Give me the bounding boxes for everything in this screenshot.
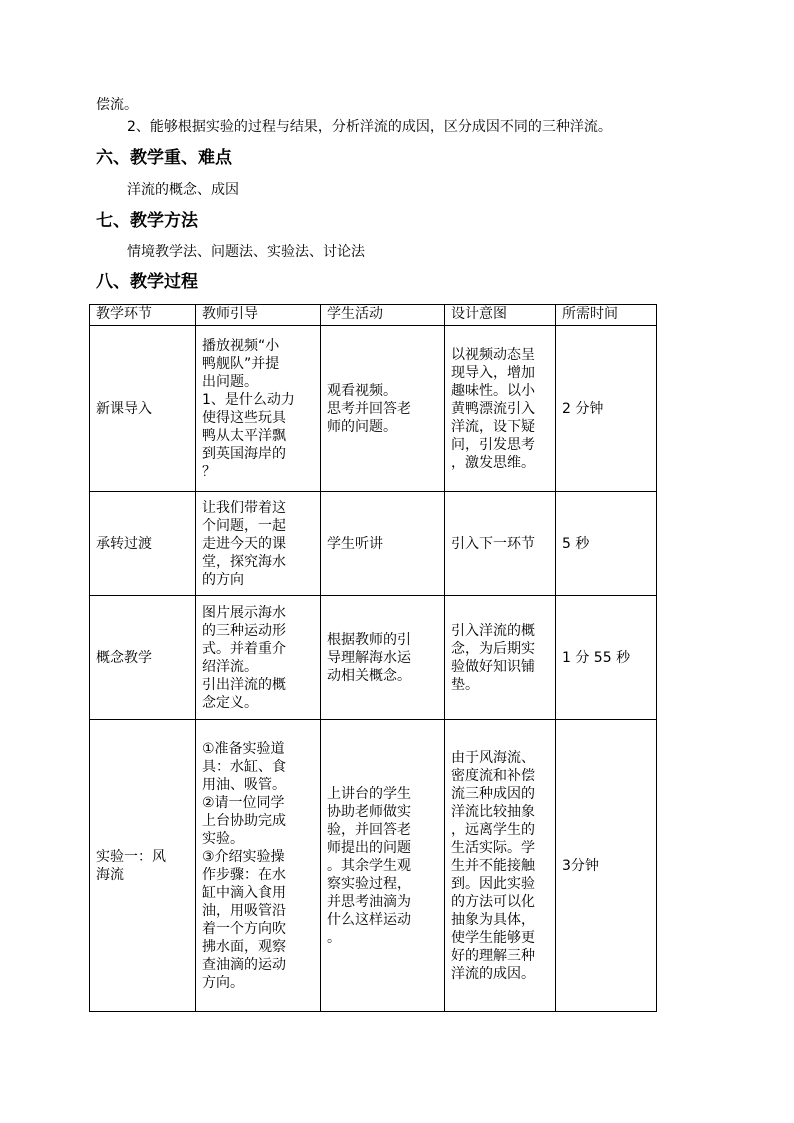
row-student: 学生听讲 (321, 492, 445, 596)
intro-line-2: 2、能够根据实验的过程与结果，分析洋流的成因，区分成因不同的三种洋流。 (127, 119, 612, 135)
header-teacher: 教师引导 (196, 305, 321, 326)
section-heading-process: 八、教学过程 (96, 272, 198, 292)
teaching-process-table (89, 304, 657, 1012)
intro-line-1: 偿流。 (96, 97, 138, 113)
row-time: 3分钟 (556, 720, 657, 1012)
row-stage: 实验一：风 海流 (90, 720, 196, 1012)
row-time: 5 秒 (556, 492, 657, 596)
row-intent: 引入洋流的概 念，为后期实 验做好知识铺 垫。 (445, 596, 556, 720)
header-time: 所需时间 (556, 305, 657, 326)
section-heading-methods: 七、教学方法 (96, 211, 198, 231)
section-text-methods: 情境教学法、问题法、实验法、讨论法 (127, 244, 365, 260)
row-intent: 引入下一环节 (445, 492, 556, 596)
row-intent: 由于风海流、 密度流和补偿 流三种成因的 洋流比较抽象 ，远离学生的 生活实际。学 生并不能接触 到。因此实验 的方法可以化 抽象为具体， 使学生能够更 好的理解三种 洋流的成因。 (445, 720, 556, 1012)
header-student: 学生活动 (321, 305, 445, 326)
row-student: 上讲台的学生 协助老师做实 验，并回答老 师提出的问题 。其余学生观 察实验过程， 并思考油滴为 什么这样运动 。 (321, 720, 445, 1012)
section-heading-key-points: 六、教学重、难点 (96, 148, 232, 168)
row-teacher: 播放视频“小 鸭舰队”并提 出问题。 1、是什么动力 使得这些玩具 鸭从太平洋飘 到英国海岸的 ？ (196, 326, 321, 492)
header-intent: 设计意图 (445, 305, 556, 326)
section-text-key-points: 洋流的概念、成因 (127, 182, 239, 198)
row-time: 2 分钟 (556, 326, 657, 492)
row-student: 观看视频。 思考并回答老 师的问题。 (321, 326, 445, 492)
row-teacher: 让我们带着这 个问题，一起 走进今天的课 堂，探究海水 的方向 (196, 492, 321, 596)
row-student: 根据教师的引 导理解海水运 动相关概念。 (321, 596, 445, 720)
row-intent: 以视频动态呈 现导入，增加 趣味性。以小 黄鸭漂流引入 洋流，设下疑 问，引发思考 ，激发思维。 (445, 326, 556, 492)
row-stage: 概念教学 (90, 596, 196, 720)
row-teacher: ①准备实验道 具：水缸、食 用油、吸管。 ②请一位同学 上台协助完成 实验。 ③介绍实验操 作步骤：在水 缸中滴入食用 油，用吸管沿 着一个方向吹 拂水面，观察 查油滴的运动 方向。 (196, 720, 321, 1012)
table-row (90, 720, 657, 1012)
row-stage: 新课导入 (90, 326, 196, 492)
header-stage: 教学环节 (90, 305, 196, 326)
row-stage: 承转过渡 (90, 492, 196, 596)
table-row (90, 596, 657, 720)
row-teacher: 图片展示海水 的三种运动形 式。并着重介 绍洋流。 引出洋流的概 念定义。 (196, 596, 321, 720)
table-row (90, 492, 657, 596)
row-time: 1 分 55 秒 (556, 596, 657, 720)
table-header-row (90, 305, 657, 326)
table-row (90, 326, 657, 492)
